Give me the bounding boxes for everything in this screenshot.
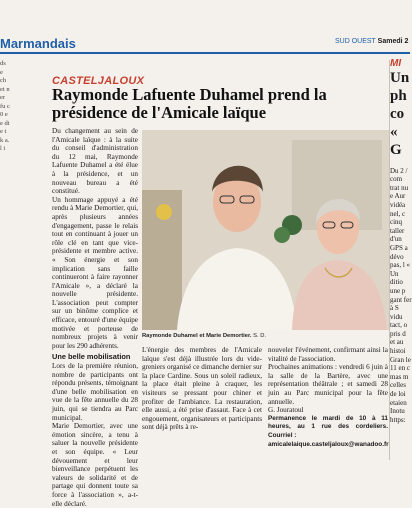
- right-headline-line: ph: [390, 87, 407, 104]
- article-paragraph: Marie Demortier, avec une émotion sincère, a tenu à saluer la nouvelle présidente et son équipe. « Leur dévouement et leur bienveillance perpétuent les valeurs de solidarité et de partage qui donnent toute sa force à l'association », a-t-elle déclaré.: [52, 422, 138, 508]
- article-paragraph: nouveler l'événement, confirmant ainsi la vitalité de l'association.: [268, 346, 388, 363]
- masthead-rule: [0, 52, 410, 54]
- article-paragraph: Prochaines animations : vendredi 6 juin à la salle de la Bartère, avec une représentation théâtrale ; et samedi 28 juin au Parc municipal pour la fête annuelle.: [268, 363, 388, 406]
- section-title: Marmandais: [0, 36, 76, 51]
- caption-credit: S. D.: [253, 333, 267, 339]
- right-headline-line: « G: [390, 123, 402, 158]
- article-paragraph: Lors de la première réunion, nombre de participants ont répondu présents, témoignant d'une belle mobilisation en vue de la fête annuelle du 28 juin, qui se tiendra au Parc municipal.: [52, 362, 138, 422]
- article-signoff: G. Jouratoul: [268, 406, 304, 415]
- left-clipped-column: ds e ch et n er fu c 0 e e di e t k a. l i: [0, 60, 10, 152]
- photo-illustration: [142, 130, 390, 330]
- right-kicker: MI: [390, 58, 402, 69]
- article-paragraph: Un hommage appuyé a été rendu à Marie Demortier, qui, après plusieurs années d'engagement, passe le relais tout en continuant à jouer un rôle clé en tant que vice-présidente et membre active. « Son énergie et son implication sans faille continueront à faire rayonner l'Amicale », a déclaré la nouvelle présidente. L'association peut compter sur un binôme complice et efficace, entouré d'une équipe motivée et porteuse de nombreux projets à venir pour les 290 adhérents.: [52, 195, 138, 350]
- right-headline-line: co: [390, 105, 405, 122]
- right-column-text: Du 2 / com trat nu e Aur vidéa nel, c cinq taller d'un GPS a dévo pas, l « Un ditio une p gant fer à S vidu tact, o pris d et au histoi Gran le 11 en c mas m celles de loi etaien Inotu https:: [390, 166, 412, 424]
- edition-date: Samedi 2: [377, 38, 409, 45]
- article-column-2: [142, 346, 262, 458]
- right-clipped-column: [390, 60, 412, 460]
- right-headline-line: Un: [390, 69, 410, 86]
- publication-name: SUD OUEST: [335, 38, 376, 45]
- article-lead: Du changement au sein de l'Amicale laïque : à la suite du conseil d'administration du 12 mai, Raymonde Lafuente Duhamel a été élue à la présidence, et un nouveau bureau a été constitué.: [52, 127, 138, 196]
- caption-names: Raymonde Duhamel et Marie Demortier.: [142, 333, 252, 339]
- masthead-info: [335, 38, 408, 45]
- photo-caption: [142, 333, 390, 339]
- article-column-3: [268, 346, 388, 458]
- article-contact: Permanence le mardi de 10 à 11 heures, au 1 rue des cordeliers. Courriel :: [268, 414, 388, 439]
- article-kicker: CASTELJALOUX: [52, 75, 145, 87]
- article-column-1: [52, 127, 138, 508]
- article-headline: Raymonde Lafuente Duhamel prend la présidence de l'Amicale laïque: [52, 85, 327, 122]
- article-paragraph: L'énergie des membres de l'Amicale laïque s'est déjà illustrée lors du vide-greniers organisé ce dimanche dernier sur la place Cardine. Sous un soleil radieux, la place était pleine à craquer, les visiteurs se pressant pour chiner et profiter de l'ambiance. La restauration, elle aussi, a été prise d'assaut. Face à cet engouement, organisateurs et participants sont déjà prêts à re-: [142, 346, 262, 432]
- article-subhead: Une belle mobilisation: [52, 352, 131, 362]
- article-contact-email: amicalelaique.casteljaloux@wanadoo.fr: [268, 440, 389, 448]
- article-photo: [142, 130, 390, 330]
